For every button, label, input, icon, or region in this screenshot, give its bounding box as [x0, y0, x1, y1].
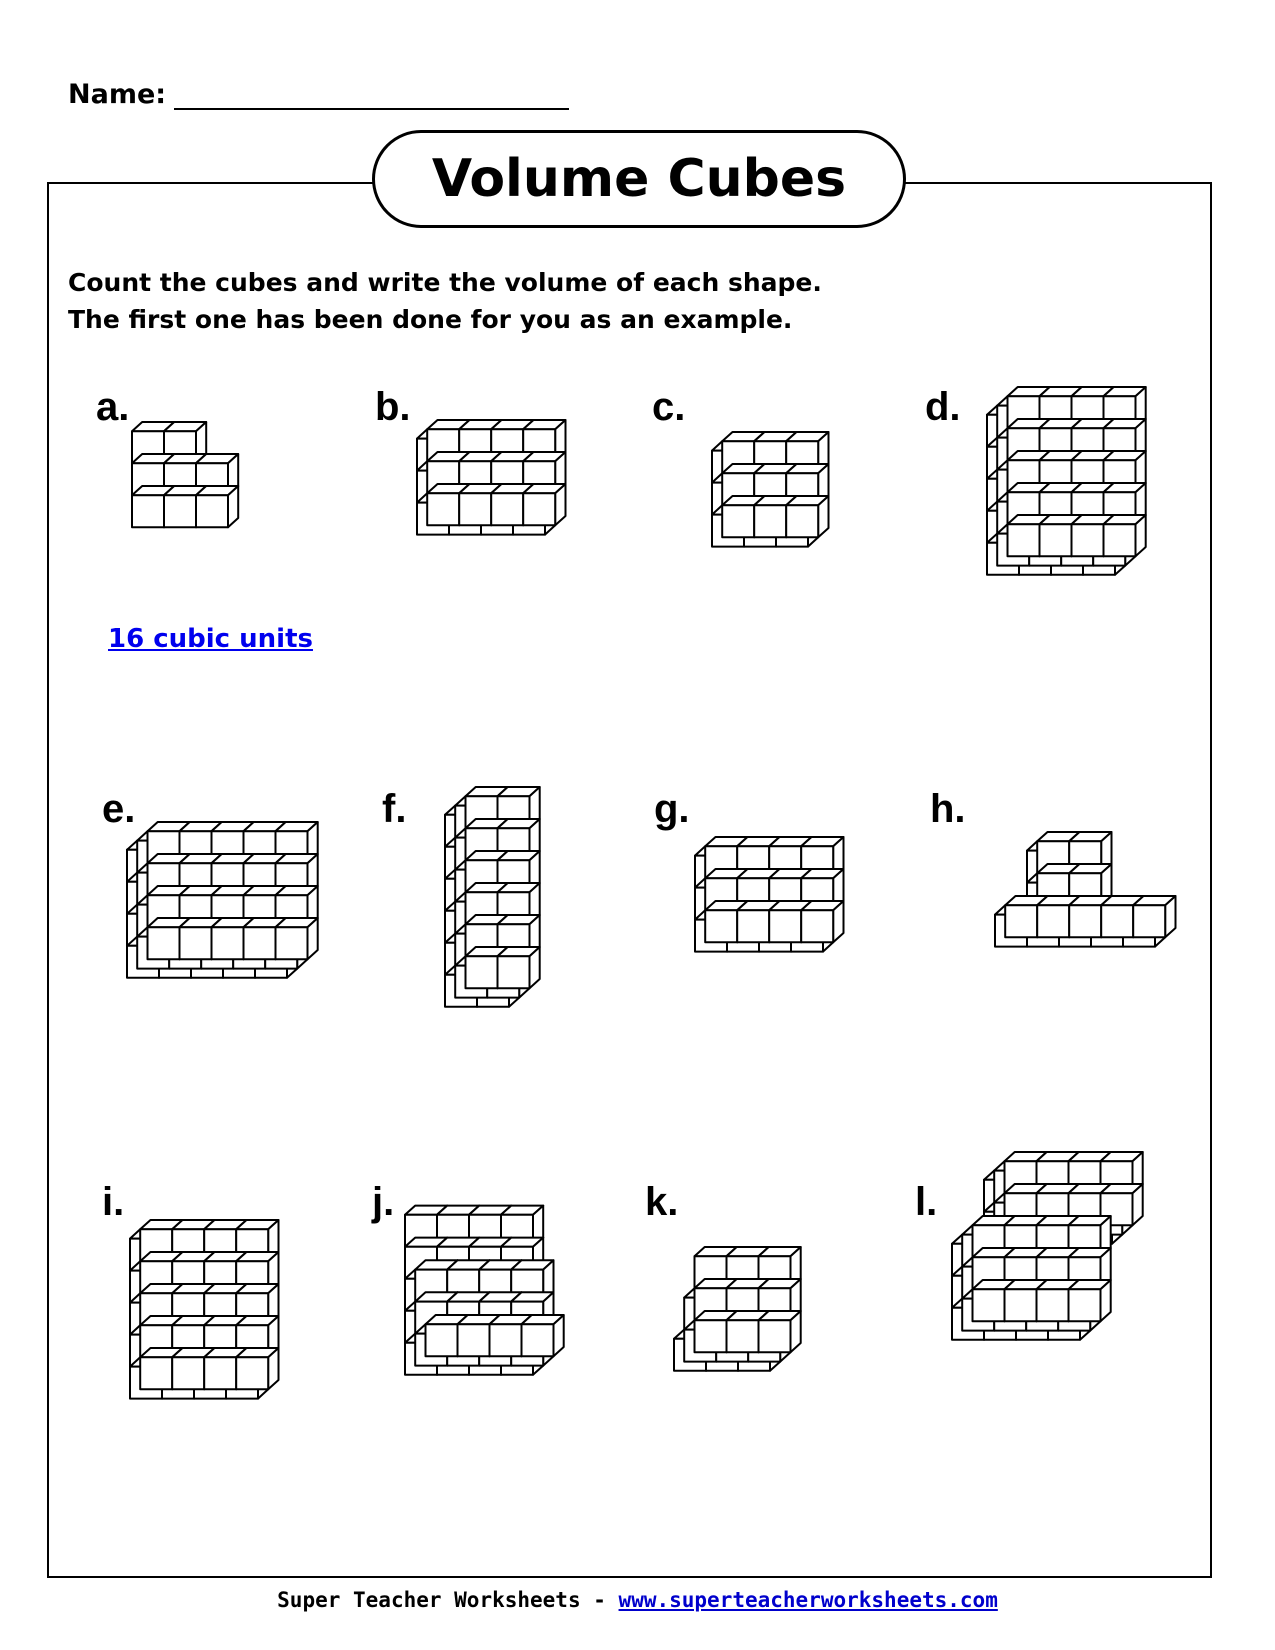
problem-letter-b: b.	[375, 385, 411, 429]
example-answer-a: 16 cubic units	[108, 624, 313, 654]
cube-figure-j	[403, 1185, 613, 1420]
problem-letter-c: c.	[652, 385, 686, 429]
cube-figure-e	[125, 820, 345, 1015]
problem-letter-g: g.	[654, 787, 690, 831]
name-blank-line[interactable]	[174, 78, 569, 110]
problem-letter-l: l.	[915, 1180, 938, 1224]
instruction-line-2: The first one has been done for you as an example.	[68, 305, 793, 334]
cube-figure-f	[443, 785, 573, 1010]
footer	[0, 1588, 1275, 1612]
problem-letter-j: j.	[372, 1180, 395, 1224]
cube-figure-k	[672, 1245, 872, 1415]
cube-figure-b	[415, 418, 605, 573]
name-label: Name:	[68, 79, 167, 110]
problem-letter-h: h.	[930, 787, 966, 831]
worksheet-title: Volume Cubes	[372, 130, 906, 228]
footer-brand: Super Teacher Worksheets -	[277, 1588, 606, 1612]
footer-link[interactable]: www.superteacherworksheets.com	[618, 1588, 998, 1612]
name-field-row	[68, 78, 569, 110]
cube-figure-d	[985, 385, 1190, 605]
problem-letter-e: e.	[102, 787, 136, 831]
cube-figure-h	[993, 830, 1183, 980]
problem-letter-f: f.	[382, 787, 407, 831]
cube-figure-g	[693, 835, 878, 985]
cube-figure-i	[128, 1218, 318, 1418]
cube-figure-a	[130, 420, 280, 570]
problem-letter-d: d.	[925, 385, 961, 429]
cube-figure-c	[710, 430, 870, 560]
instruction-line-1: Count the cubes and write the volume of each shape.	[68, 268, 822, 297]
problem-letter-k: k.	[645, 1180, 679, 1224]
instructions	[68, 264, 822, 338]
problem-letter-i: i.	[102, 1180, 125, 1224]
problem-letter-a: a.	[96, 385, 130, 429]
cube-figure-l	[950, 1150, 1185, 1420]
